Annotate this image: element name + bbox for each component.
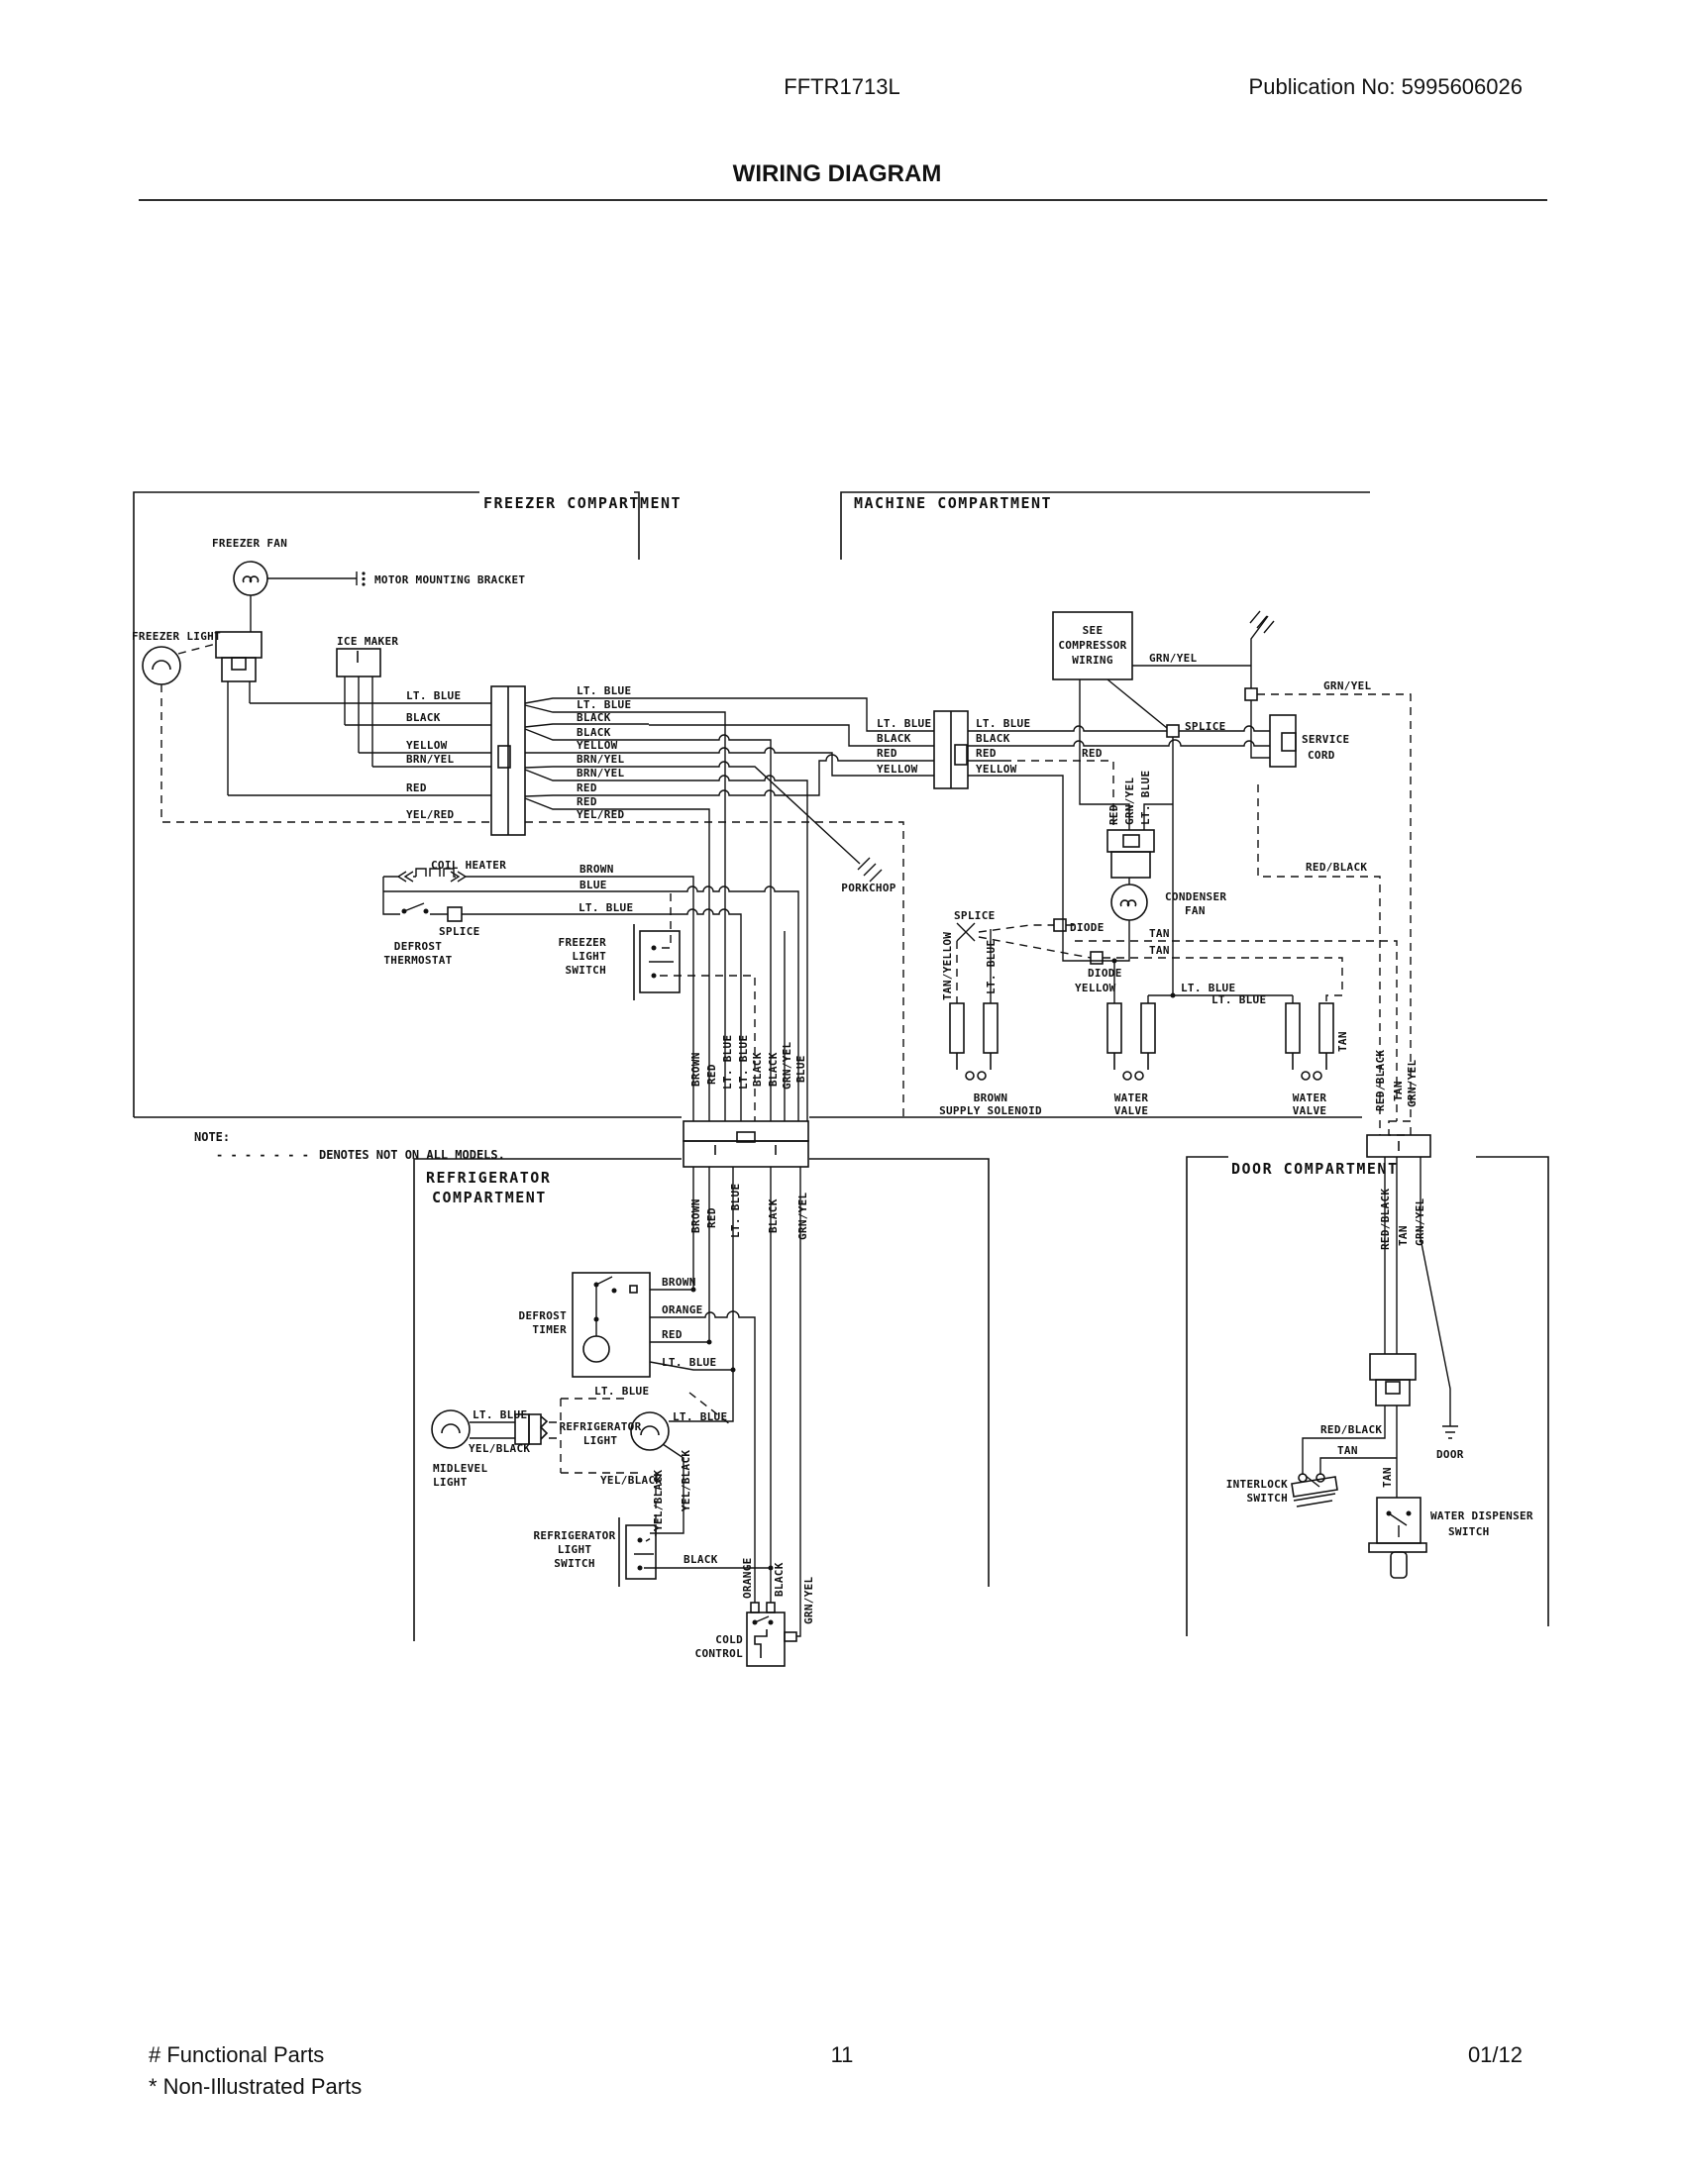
diode-icon bbox=[1054, 919, 1066, 931]
service-cord-icon bbox=[1270, 715, 1296, 767]
svg-text:RED: RED bbox=[1082, 747, 1103, 760]
coil-heater-label: COIL HEATER bbox=[431, 859, 507, 872]
machine-connector bbox=[934, 711, 968, 788]
footnote-functional: # Functional Parts bbox=[149, 2042, 325, 2067]
water-valve-icon bbox=[1107, 1003, 1121, 1053]
motor-bracket-line bbox=[267, 572, 357, 585]
svg-text:RED: RED bbox=[877, 747, 897, 760]
svg-text:RED: RED bbox=[705, 1064, 718, 1085]
compartment-borders bbox=[134, 492, 1548, 1641]
grn-yel-ground bbox=[1132, 611, 1411, 1121]
motor-mounting-bracket-label: MOTOR MOUNTING BRACKET bbox=[374, 573, 526, 586]
footer-date: 01/12 bbox=[1467, 2042, 1523, 2067]
svg-text:LT. BLUE: LT. BLUE bbox=[976, 717, 1031, 730]
refrigerator-connector bbox=[684, 1121, 808, 1167]
midlevel-light-icon bbox=[432, 1410, 470, 1448]
svg-text:COMPRESSOR: COMPRESSOR bbox=[1058, 639, 1127, 652]
water-dispenser-switch bbox=[1369, 1498, 1533, 1578]
supply-solenoid bbox=[939, 929, 1042, 1117]
solenoid-icon bbox=[950, 1003, 964, 1053]
svg-text:YEL/BLACK: YEL/BLACK bbox=[600, 1474, 663, 1487]
freezer-light-label: FREEZER LIGHT bbox=[132, 630, 221, 643]
refrigerator-light bbox=[559, 1385, 730, 1541]
svg-text:YELLOW: YELLOW bbox=[1075, 982, 1116, 994]
svg-text:YEL/RED: YEL/RED bbox=[406, 808, 455, 821]
svg-text:LT. BLUE: LT. BLUE bbox=[721, 1034, 734, 1090]
svg-text:ORANGE: ORANGE bbox=[662, 1303, 703, 1316]
bundle-labels-lower bbox=[689, 1184, 809, 1240]
compressor-relay bbox=[1107, 771, 1154, 878]
water-valve-right bbox=[1286, 1003, 1333, 1117]
svg-text:LIGHT: LIGHT bbox=[572, 950, 606, 963]
svg-text:ORANGE: ORANGE bbox=[741, 1557, 754, 1599]
svg-text:LT. BLUE: LT. BLUE bbox=[579, 901, 634, 914]
ice-maker-icon bbox=[337, 649, 380, 676]
svg-text:VALVE: VALVE bbox=[1113, 1104, 1149, 1117]
note-dashes: - - - - - - - bbox=[216, 1148, 309, 1162]
svg-text:BLACK: BLACK bbox=[577, 711, 611, 724]
section-freezer: FREEZER COMPARTMENT bbox=[483, 494, 683, 512]
svg-text:DEFROST: DEFROST bbox=[393, 940, 443, 953]
svg-text:THERMOSTAT: THERMOSTAT bbox=[383, 954, 453, 967]
svg-text:LIGHT: LIGHT bbox=[582, 1434, 618, 1447]
svg-text:YEL/BLACK: YEL/BLACK bbox=[652, 1469, 665, 1531]
svg-text:DEFROST: DEFROST bbox=[518, 1309, 567, 1322]
svg-text:BROWN: BROWN bbox=[662, 1276, 696, 1289]
door-connector-mid bbox=[1370, 1354, 1416, 1405]
splice-label: SPLICE bbox=[954, 909, 996, 922]
svg-text:RED: RED bbox=[577, 781, 597, 794]
door-label: DOOR bbox=[1436, 1448, 1464, 1461]
service-cord bbox=[1270, 715, 1349, 767]
svg-text:YELLOW: YELLOW bbox=[406, 739, 448, 752]
svg-text:LT. BLUE: LT. BLUE bbox=[577, 684, 632, 697]
splice-label: SPLICE bbox=[1185, 720, 1226, 733]
section-door: DOOR COMPARTMENT bbox=[1231, 1160, 1399, 1178]
svg-text:COLD: COLD bbox=[715, 1633, 743, 1646]
svg-text:SERVICE: SERVICE bbox=[1302, 733, 1350, 746]
porkchop-ground-icon bbox=[858, 858, 882, 882]
freezer-fan-label: FREEZER FAN bbox=[212, 537, 288, 550]
svg-text:SWITCH: SWITCH bbox=[1448, 1525, 1490, 1538]
diode-label: DIODE bbox=[1070, 921, 1105, 934]
door-ground-icon bbox=[1442, 1426, 1458, 1438]
porkchop-label: PORKCHOP bbox=[841, 882, 896, 894]
diode-icon bbox=[1091, 952, 1103, 964]
svg-text:RED/BLACK: RED/BLACK bbox=[1320, 1423, 1383, 1436]
svg-text:BLUE: BLUE bbox=[794, 1055, 807, 1083]
svg-text:BLACK: BLACK bbox=[751, 1052, 764, 1087]
red-black-run bbox=[1258, 784, 1380, 1135]
svg-text:WATER DISPENSER: WATER DISPENSER bbox=[1430, 1509, 1533, 1522]
svg-text:SUPPLY SOLENOID: SUPPLY SOLENOID bbox=[939, 1104, 1042, 1117]
svg-text:BROWN: BROWN bbox=[579, 863, 614, 876]
svg-text:BLACK: BLACK bbox=[877, 732, 911, 745]
svg-text:FAN: FAN bbox=[1185, 904, 1206, 917]
splice-icon bbox=[1167, 725, 1179, 737]
svg-text:LT. BLUE: LT. BLUE bbox=[594, 1385, 650, 1398]
svg-text:SEE: SEE bbox=[1082, 624, 1104, 637]
svg-text:RED: RED bbox=[705, 1207, 718, 1228]
svg-text:CONDENSER: CONDENSER bbox=[1165, 890, 1227, 903]
porkchop bbox=[841, 858, 895, 894]
svg-text:RED: RED bbox=[577, 795, 597, 808]
svg-text:BLACK: BLACK bbox=[767, 1052, 780, 1087]
svg-text:RED/BLACK: RED/BLACK bbox=[1374, 1049, 1387, 1111]
page-title: WIRING DIAGRAM bbox=[732, 160, 942, 187]
cold-control-icon bbox=[747, 1612, 785, 1666]
svg-text:LT. BLUE: LT. BLUE bbox=[985, 939, 998, 994]
freezer-light bbox=[132, 630, 221, 684]
svg-text:GRN/YEL: GRN/YEL bbox=[1323, 679, 1372, 692]
svg-text:WATER: WATER bbox=[1113, 1092, 1149, 1104]
svg-text:BRN/YEL: BRN/YEL bbox=[577, 753, 625, 766]
water-valve-icon bbox=[1286, 1003, 1300, 1053]
svg-text:TAN: TAN bbox=[1336, 1031, 1349, 1052]
svg-text:VALVE: VALVE bbox=[1292, 1104, 1327, 1117]
publication-number: Publication No: 5995606026 bbox=[1248, 74, 1523, 99]
svg-text:GRN/YEL: GRN/YEL bbox=[796, 1192, 809, 1240]
note-text: DENOTES NOT ON ALL MODELS. bbox=[319, 1148, 505, 1162]
svg-text:LIGHT: LIGHT bbox=[557, 1543, 592, 1556]
svg-text:YELLOW: YELLOW bbox=[976, 763, 1017, 776]
svg-text:WIRING: WIRING bbox=[1072, 654, 1113, 667]
svg-text:BLACK: BLACK bbox=[577, 726, 611, 739]
svg-text:TAN: TAN bbox=[1392, 1081, 1405, 1101]
svg-text:REFRIGERATOR: REFRIGERATOR bbox=[533, 1529, 616, 1542]
midlevel-light bbox=[432, 1408, 561, 1489]
svg-text:GRN/YEL: GRN/YEL bbox=[781, 1041, 793, 1090]
svg-text:LT. BLUE: LT. BLUE bbox=[1181, 982, 1236, 994]
splice-label: SPLICE bbox=[439, 925, 480, 938]
svg-text:BROWN: BROWN bbox=[973, 1092, 1008, 1104]
svg-text:BROWN: BROWN bbox=[689, 1198, 702, 1233]
svg-text:GRN/YEL: GRN/YEL bbox=[802, 1576, 815, 1624]
svg-text:LIGHT: LIGHT bbox=[433, 1476, 468, 1489]
freezer-fan bbox=[212, 537, 525, 681]
fan-connector-icon bbox=[216, 632, 262, 658]
freezer-wires-left bbox=[161, 676, 491, 822]
svg-text:LT. BLUE: LT. BLUE bbox=[737, 1034, 750, 1090]
svg-text:GRN/YEL: GRN/YEL bbox=[1414, 1197, 1426, 1246]
svg-text:BRN/YEL: BRN/YEL bbox=[406, 753, 455, 766]
svg-text:YEL/RED: YEL/RED bbox=[577, 808, 625, 821]
svg-text:BLACK: BLACK bbox=[684, 1553, 718, 1566]
svg-text:YEL/BLACK: YEL/BLACK bbox=[680, 1449, 692, 1511]
svg-text:TIMER: TIMER bbox=[532, 1323, 567, 1336]
svg-text:LT. BLUE: LT. BLUE bbox=[1139, 770, 1152, 825]
svg-text:GRN/YEL: GRN/YEL bbox=[1149, 652, 1198, 665]
svg-text:TAN: TAN bbox=[1381, 1467, 1394, 1488]
splice-icon bbox=[448, 907, 462, 921]
freezer-harness-connector bbox=[491, 686, 525, 835]
svg-text:BLACK: BLACK bbox=[773, 1562, 786, 1597]
svg-text:SWITCH: SWITCH bbox=[554, 1557, 595, 1570]
svg-text:YELLOW: YELLOW bbox=[877, 763, 918, 776]
svg-text:RED/BLACK: RED/BLACK bbox=[1379, 1188, 1392, 1250]
svg-text:TAN: TAN bbox=[1149, 927, 1170, 940]
svg-text:GRN/YEL: GRN/YEL bbox=[1406, 1059, 1419, 1107]
svg-text:INTERLOCK: INTERLOCK bbox=[1225, 1478, 1288, 1491]
svg-text:LT. BLUE: LT. BLUE bbox=[662, 1356, 717, 1369]
svg-text:CONTROL: CONTROL bbox=[694, 1647, 743, 1660]
splice-x bbox=[954, 909, 1122, 980]
svg-text:LT. BLUE: LT. BLUE bbox=[473, 1408, 528, 1421]
door-connector-top bbox=[1367, 1121, 1430, 1157]
svg-text:TAN: TAN bbox=[1397, 1225, 1410, 1246]
svg-text:BRN/YEL: BRN/YEL bbox=[577, 767, 625, 780]
water-valve-mid bbox=[1075, 982, 1293, 1117]
svg-text:YELLOW: YELLOW bbox=[577, 739, 618, 752]
svg-text:MIDLEVEL: MIDLEVEL bbox=[433, 1462, 488, 1475]
door-wires bbox=[1379, 1157, 1464, 1461]
svg-text:BLACK: BLACK bbox=[976, 732, 1010, 745]
ice-maker-label: ICE MAKER bbox=[337, 635, 399, 648]
svg-text:GRN/YEL: GRN/YEL bbox=[1123, 777, 1136, 825]
svg-text:YEL/BLACK: YEL/BLACK bbox=[469, 1442, 531, 1455]
footnote-non-illustrated: * Non-Illustrated Parts bbox=[149, 2074, 363, 2099]
svg-text:REFRIGERATOR: REFRIGERATOR bbox=[559, 1420, 642, 1433]
machine-wires bbox=[877, 717, 1270, 1003]
svg-text:RED: RED bbox=[1107, 804, 1120, 825]
interlock-switch bbox=[1226, 1405, 1397, 1507]
svg-text:BLACK: BLACK bbox=[767, 1198, 780, 1233]
ice-maker bbox=[337, 635, 398, 676]
svg-text:LT. BLUE: LT. BLUE bbox=[673, 1410, 728, 1423]
svg-text:FREEZER: FREEZER bbox=[558, 936, 606, 949]
svg-text:WATER: WATER bbox=[1292, 1092, 1327, 1104]
svg-text:BLACK: BLACK bbox=[406, 711, 441, 724]
svg-text:LT. BLUE: LT. BLUE bbox=[729, 1183, 742, 1238]
diode-label: DIODE bbox=[1088, 967, 1122, 980]
svg-text:BLUE: BLUE bbox=[579, 879, 607, 891]
note-heading: NOTE: bbox=[194, 1130, 231, 1144]
defrost-timer-icon bbox=[573, 1273, 650, 1377]
svg-text:TAN/YELLOW: TAN/YELLOW bbox=[941, 931, 954, 1000]
svg-text:SWITCH: SWITCH bbox=[1246, 1492, 1288, 1505]
svg-text:LT. BLUE: LT. BLUE bbox=[406, 689, 462, 702]
svg-text:LT. BLUE: LT. BLUE bbox=[1211, 993, 1267, 1006]
svg-text:CORD: CORD bbox=[1308, 749, 1335, 762]
svg-text:BROWN: BROWN bbox=[689, 1052, 702, 1087]
svg-text:RED: RED bbox=[662, 1328, 683, 1341]
section-refrigerator2: COMPARTMENT bbox=[432, 1189, 547, 1206]
svg-text:RED/BLACK: RED/BLACK bbox=[1306, 861, 1368, 874]
svg-text:RED: RED bbox=[406, 781, 427, 794]
svg-text:LT. BLUE: LT. BLUE bbox=[577, 698, 632, 711]
model-number: FFTR1713L bbox=[784, 74, 900, 99]
svg-text:TAN: TAN bbox=[1149, 944, 1170, 957]
svg-text:SWITCH: SWITCH bbox=[565, 964, 606, 977]
section-machine: MACHINE COMPARTMENT bbox=[854, 494, 1053, 512]
section-refrigerator: REFRIGERATOR bbox=[426, 1169, 552, 1187]
svg-text:LT. BLUE: LT. BLUE bbox=[877, 717, 932, 730]
svg-text:TAN: TAN bbox=[1337, 1444, 1358, 1457]
bundle-labels-upper bbox=[689, 1035, 807, 1090]
freezer-light-icon bbox=[143, 647, 180, 684]
splice-icon bbox=[957, 923, 975, 941]
ground-icon bbox=[1250, 611, 1274, 633]
svg-text:RED: RED bbox=[976, 747, 997, 760]
page-number: 11 bbox=[830, 2042, 854, 2067]
